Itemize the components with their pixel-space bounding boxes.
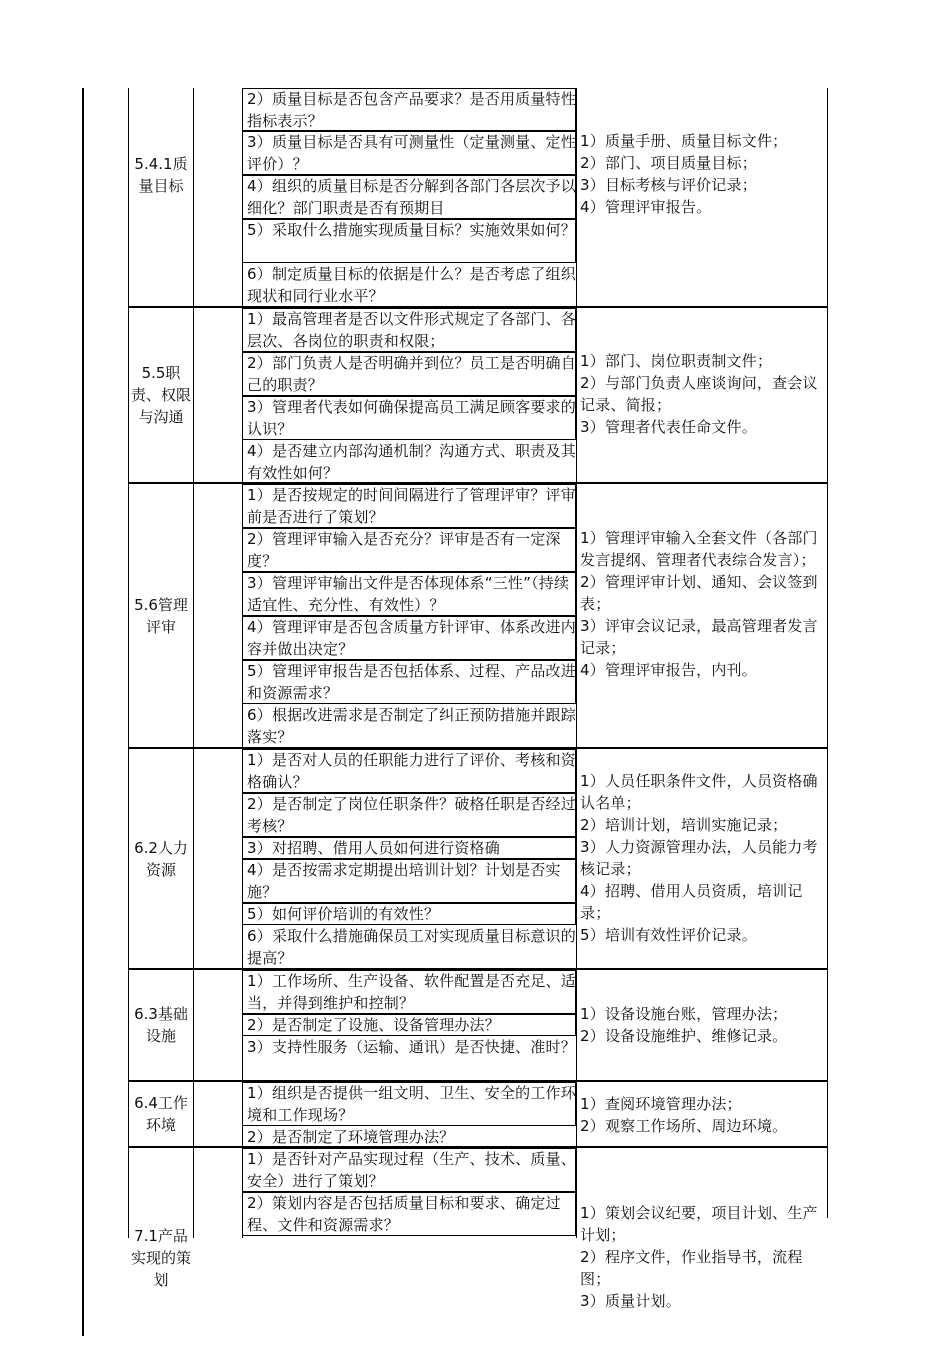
question-text: 4）是否建立内部沟通机制？沟通方式、职责及其有效性如何？ — [247, 442, 576, 482]
question-text: 2）是否制定了环境管理办法？ — [247, 1128, 455, 1146]
evidence-item: 3）质量计划。 — [580, 1292, 681, 1310]
evidence-item: 1）质量手册、质量目标文件； — [580, 132, 788, 150]
question-text: 5）管理评审报告是否包括体系、过程、产品改进和资源需求？ — [247, 662, 576, 702]
topic-cell: 6.4工作环境 — [134, 1094, 188, 1134]
evidence-item: 1）管理评审输入全套文件（各部门发言提纲、管理者代表综合发言）； — [580, 529, 818, 569]
evidence-item: 3）目标考核与评价记录； — [580, 176, 757, 194]
evidence-list — [578, 350, 830, 438]
question-text: 1）是否针对产品实现过程（生产、技术、质量、安全）进行了策划？ — [247, 1150, 576, 1190]
evidence-item: 2）程序文件，作业指导书，流程图； — [580, 1248, 803, 1288]
question-text: 2）部门负责人是否明确并到位？员工是否明确自己的职责？ — [247, 354, 576, 394]
evidence-list — [578, 527, 830, 681]
question-text: 2）策划内容是否包括质量目标和要求、确定过程、文件和资源需求？ — [247, 1194, 561, 1234]
question-text: 4）是否按需求定期提出培训计划？计划是否实施？ — [247, 861, 561, 901]
evidence-item: 4）管理评审报告，内刊。 — [580, 661, 757, 679]
evidence-item: 2）与部门负责人座谈询问，查会议记录、简报； — [580, 374, 818, 414]
topic-cell: 6.3基础设施 — [134, 1005, 188, 1045]
question-text: 4）管理评审是否包含质量方针评审、体系改进内容并做出决定？ — [247, 618, 576, 658]
topic-cell: 5.4.1质量目标 — [134, 155, 188, 195]
question-text: 2）质量目标是否包含产品要求？是否用质量特性指标表示？ — [247, 90, 576, 130]
evidence-item: 2）培训计划，培训实施记录； — [580, 816, 788, 834]
evidence-list — [578, 130, 830, 218]
evidence-item: 1）设备设施台账，管理办法； — [580, 1005, 788, 1023]
evidence-item: 1）查阅环境管理办法； — [580, 1095, 742, 1113]
question-text: 3）对招聘、借用人员如何进行资格确 — [247, 839, 500, 857]
question-text: 5）如何评价培训的有效性？ — [247, 905, 440, 923]
topic-cell: 6.2人力资源 — [134, 839, 188, 879]
question-text: 1）工作场所、生产设备、软件配置是否充足、适当，并得到维护和控制？ — [247, 972, 576, 1012]
question-text: 6）根据改进需求是否制定了纠正预防措施并跟踪落实？ — [247, 706, 576, 746]
evidence-item: 2）观察工作场所、周边环境。 — [580, 1117, 788, 1135]
evidence-item: 3）管理者代表任命文件。 — [580, 418, 757, 436]
question-text: 5）采取什么措施实现质量目标？实施效果如何？ — [247, 221, 576, 239]
evidence-item: 1）人员任职条件文件，人员资格确认名单； — [580, 772, 818, 812]
evidence-list — [578, 1003, 830, 1047]
evidence-item: 5）培训有效性评价记录。 — [580, 926, 757, 944]
question-text: 4）组织的质量目标是否分解到各部门各层次予以细化？部门职责是否有预期目 — [247, 177, 576, 217]
question-text: 3）质量目标是否具有可测量性（定量测量、定性评价）？ — [247, 133, 576, 173]
evidence-item: 1）策划会议纪要，项目计划、生产计划； — [580, 1204, 818, 1244]
question-text: 3）支持性服务（运输、通讯）是否快捷、准时？ — [247, 1038, 576, 1056]
evidence-item: 4）管理评审报告。 — [580, 198, 712, 216]
left-margin-rule — [82, 88, 84, 1336]
evidence-list — [578, 1093, 830, 1137]
question-text: 2）是否制定了设施、设备管理办法？ — [247, 1016, 500, 1034]
question-text: 2）是否制定了岗位任职条件？破格任职是否经过考核？ — [247, 795, 576, 835]
question-text: 1）是否对人员的任职能力进行了评价、考核和资格确认？ — [247, 751, 576, 791]
question-text: 2）管理评审输入是否充分？评审是否有一定深度？ — [247, 530, 561, 570]
evidence-item: 2）管理评审计划、通知、会议签到表； — [580, 573, 818, 613]
evidence-item: 2）设备设施维护、维修记录。 — [580, 1027, 788, 1045]
question-text: 3）管理者代表如何确保提高员工满足顾客要求的认识？ — [247, 398, 576, 438]
evidence-item: 4）招聘、借用人员资质，培训记录； — [580, 882, 803, 922]
question-text: 6）采取什么措施确保员工对实现质量目标意识的提高？ — [247, 927, 576, 967]
question-column-divider — [576, 88, 577, 1238]
evidence-item: 2）部门、项目质量目标； — [580, 154, 757, 172]
question-text: 1）是否按规定的时间间隔进行了管理评审？评审前是否进行了策划？ — [247, 486, 576, 526]
evidence-item: 3）人力资源管理办法，人员能力考核记录； — [580, 838, 818, 878]
evidence-list — [578, 770, 830, 946]
question-text: 6）制定质量目标的依据是什么？是否考虑了组织现状和同行业水平？ — [247, 265, 576, 305]
evidence-item: 3）评审会议记录，最高管理者发言记录； — [580, 617, 818, 657]
question-text: 1）最高管理者是否以文件形式规定了各部门、各层次、各岗位的职责和权限； — [247, 310, 576, 350]
evidence-item: 1）部门、岗位职责制文件； — [580, 352, 773, 370]
topic-cell: 5.6管理评审 — [134, 596, 188, 636]
question-text: 3）管理评审输出文件是否体现体系“三性”（持续适宜性、充分性、有效性）？ — [247, 574, 570, 614]
evidence-list — [578, 1202, 830, 1312]
question-text: 1）组织是否提供一组文明、卫生、安全的工作环境和工作现场？ — [247, 1084, 576, 1124]
topic-cell: 7.1产品实现的策划 — [130, 1227, 191, 1289]
topic-cell: 5.5职责、权限与沟通 — [130, 364, 191, 426]
